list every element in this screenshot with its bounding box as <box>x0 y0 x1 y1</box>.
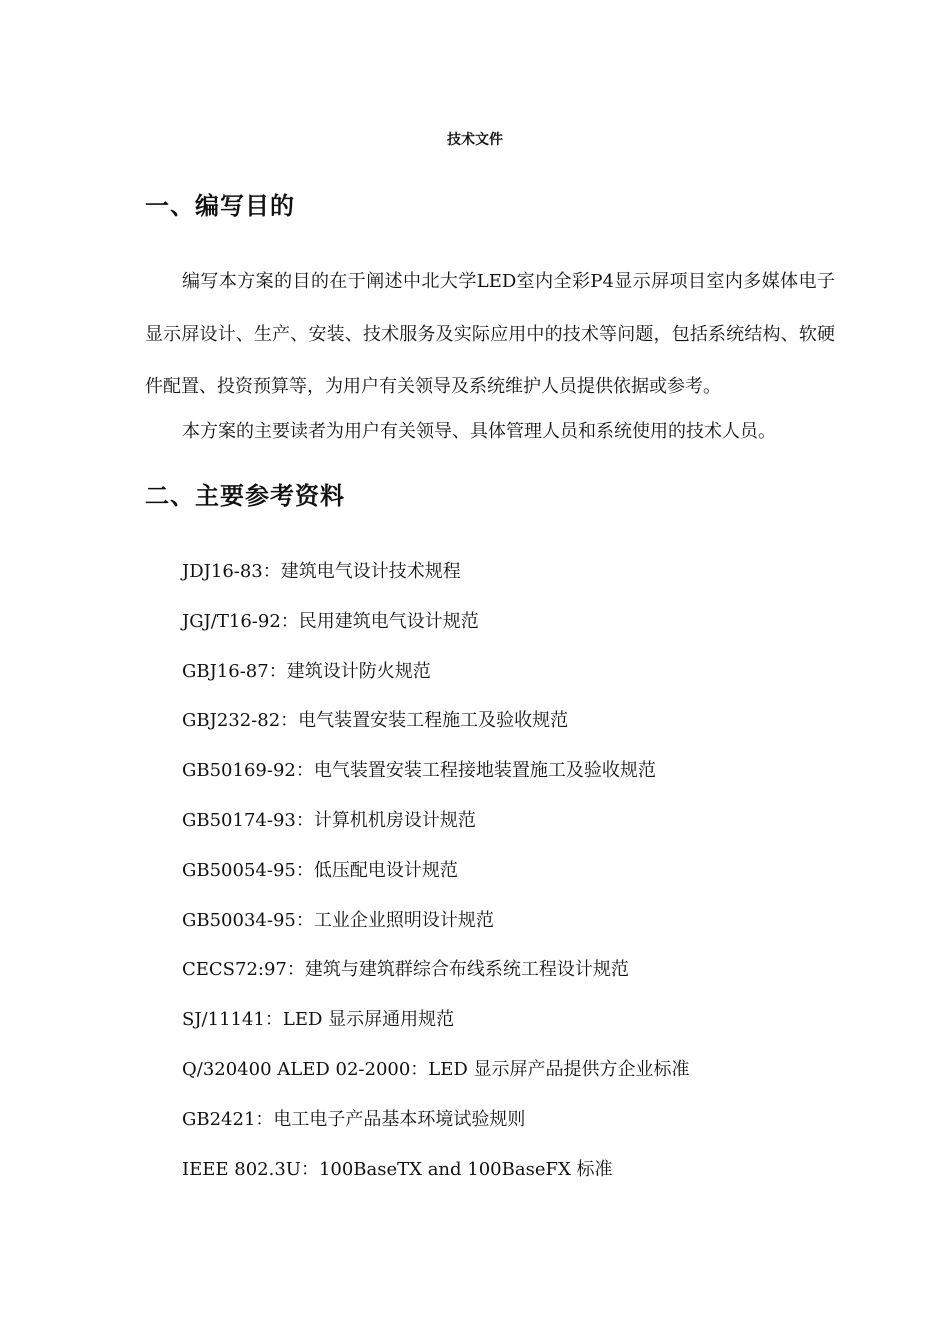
reference-list <box>182 547 690 1194</box>
section-heading-purpose: 一、编写目的 <box>145 191 295 220</box>
reference-item: GB50054-95：低压配电设计规范 <box>182 859 458 881</box>
section-heading-references: 二、主要参考资料 <box>145 481 345 510</box>
reference-item: GB50169-92：电气装置安装工程接地装置施工及验收规范 <box>182 760 656 782</box>
document-title: 技术文件 <box>447 132 503 148</box>
reference-item: SJ/11141：LED 显示屏通用规范 <box>182 1009 455 1031</box>
reference-item: GBJ16-87：建筑设计防火规范 <box>182 660 431 682</box>
reference-item: GB50174-93：计算机机房设计规范 <box>182 809 476 831</box>
readers-paragraph: 本方案的主要读者为用户有关领导、具体管理人员和系统使用的技术人员。 <box>182 421 776 442</box>
reference-item: GBJ232-82：电气装置安装工程施工及验收规范 <box>182 710 569 732</box>
reference-item: GB50034-95：工业企业照明设计规范 <box>182 909 494 931</box>
reference-item: JGJ/T16-92：民用建筑电气设计规范 <box>182 610 479 632</box>
purpose-paragraph: 编写本方案的目的在于阐述中北大学LED室内全彩P4显示屏项目室内多媒体电子显示屏设计、生产、安装、技术服务及实际应用中的技术等问题，包括系统结构、软硬件配置、投资预算等，为用户有关领导及系统维护人员提供依据或参考。 <box>145 271 835 397</box>
reference-item: Q/320400 ALED 02-2000：LED 显示屏产品提供方企业标准 <box>182 1058 690 1080</box>
reference-item: GB2421：电工电子产品基本环境试验规则 <box>182 1108 526 1130</box>
reference-item: CECS72:97：建筑与建筑群综合布线系统工程设计规范 <box>182 959 629 981</box>
reference-item: JDJ16-83：建筑电气设计技术规程 <box>182 561 461 582</box>
reference-item: IEEE 802.3U：100BaseTX and 100BaseFX 标准 <box>182 1158 613 1180</box>
